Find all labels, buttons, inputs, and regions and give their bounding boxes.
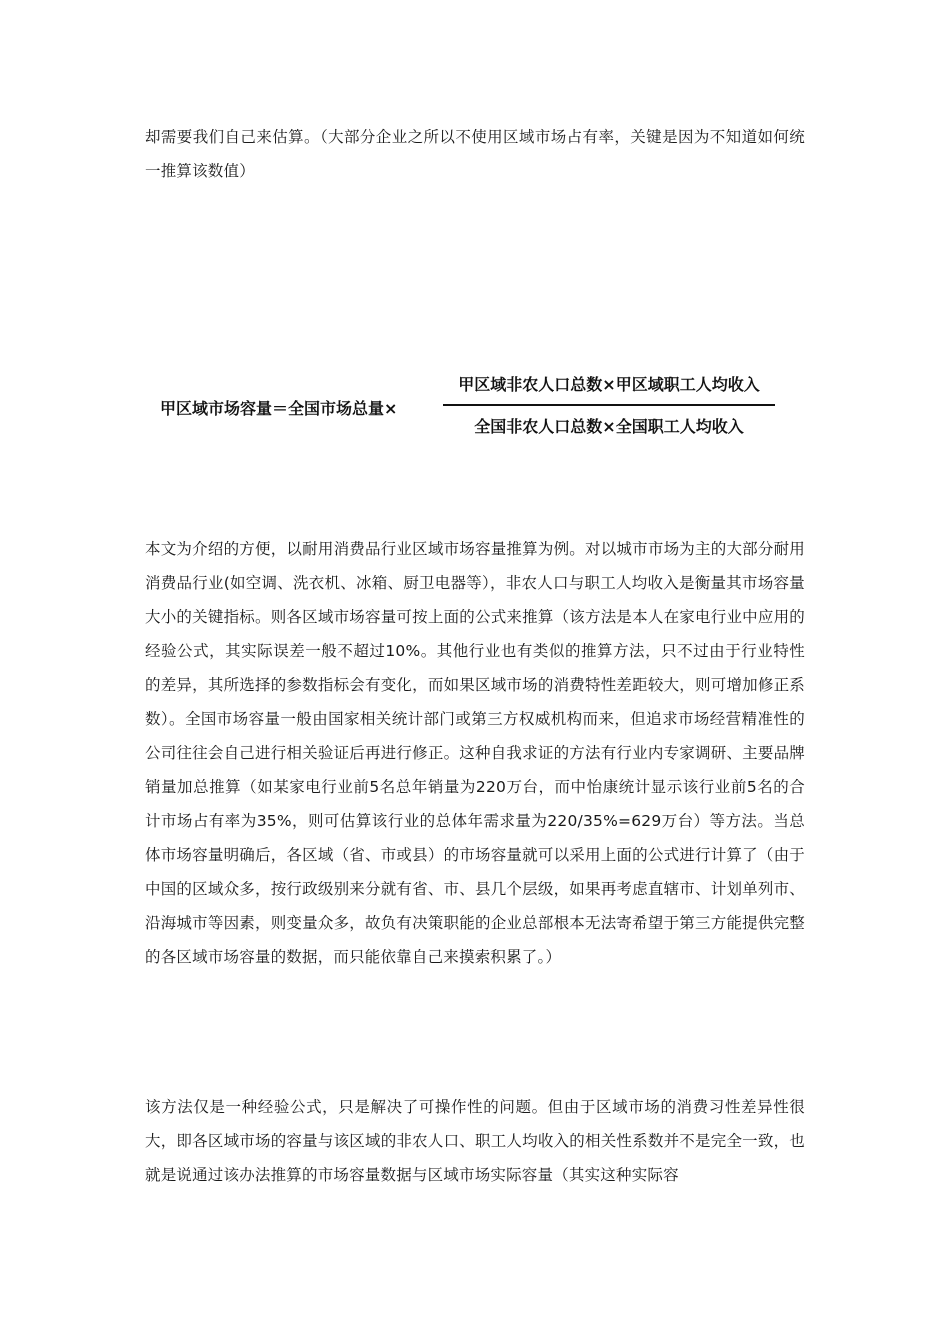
formula-numerator: 甲区域非农人口总数×甲区域职工人均收入 [458, 375, 760, 394]
market-capacity-formula [160, 370, 800, 450]
paragraph-method: 本文为介绍的方便，以耐用消费品行业区域市场容量推算为例。对以城市市场为主的大部分耐用消费品行业(如空调、洗衣机、冰箱、厨卫电器等），非农人口与职工人均收入是衡量其市场容量大小的关键指标。则各区域市场容量可按上面的公式来推算（该方法是本人在家电行业中应用的经验公式，其实际误差一般不超过10%。其他行业也有类似的推算方法，只不过由于行业特性的差异，其所选择的参数指标会有变化，而如果区域市场的消费特性差距较大，则可增加修正系数）。全国市场容量一般由国家相关统计部门或第三方权威机构而来，但追求市场经营精准性的公司往往会自己进行相关验证后再进行修正。这种自我求证的方法有行业内专家调研、主要品牌销量加总推算（如某家电行业前5名总年销量为220万台，而中怡康统计显示该行业前5名的合计市场占有率为35%，则可估算该行业的总体年需求量为220/35%=629万台）等方法。当总体市场容量明确后，各区域（省、市或县）的市场容量就可以采用上面的公式进行计算了（由于中国的区域众多，按行政级别来分就有省、市、县几个层级，如果再考虑直辖市、计划单列市、沿海城市等因素，则变量众多，故负有决策职能的企业总部根本无法寄希望于第三方能提供完整的各区域市场容量的数据，而只能依靠自己来摸索积累了。） [145, 540, 805, 966]
paragraph-intro: 却需要我们自己来估算。（大部分企业之所以不使用区域市场占有率，关键是因为不知道如何统一推算该数值） [145, 128, 805, 180]
formula-fraction [443, 370, 775, 442]
paragraph-limitation: 该方法仅是一种经验公式，只是解决了可操作性的问题。但由于区域市场的消费习性差异性很大，即各区域市场的容量与该区域的非农人口、职工人均收入的相关性系数并不是完全一致，也就是说通过该办法推算的市场容量数据与区域市场实际容量（其实这种实际容 [145, 1098, 805, 1184]
formula-lhs: 甲区域市场容量＝全国市场总量× [160, 399, 398, 418]
formula-denominator: 全国非农人口总数×全国职工人均收入 [474, 417, 744, 436]
fraction-bar [443, 404, 775, 406]
